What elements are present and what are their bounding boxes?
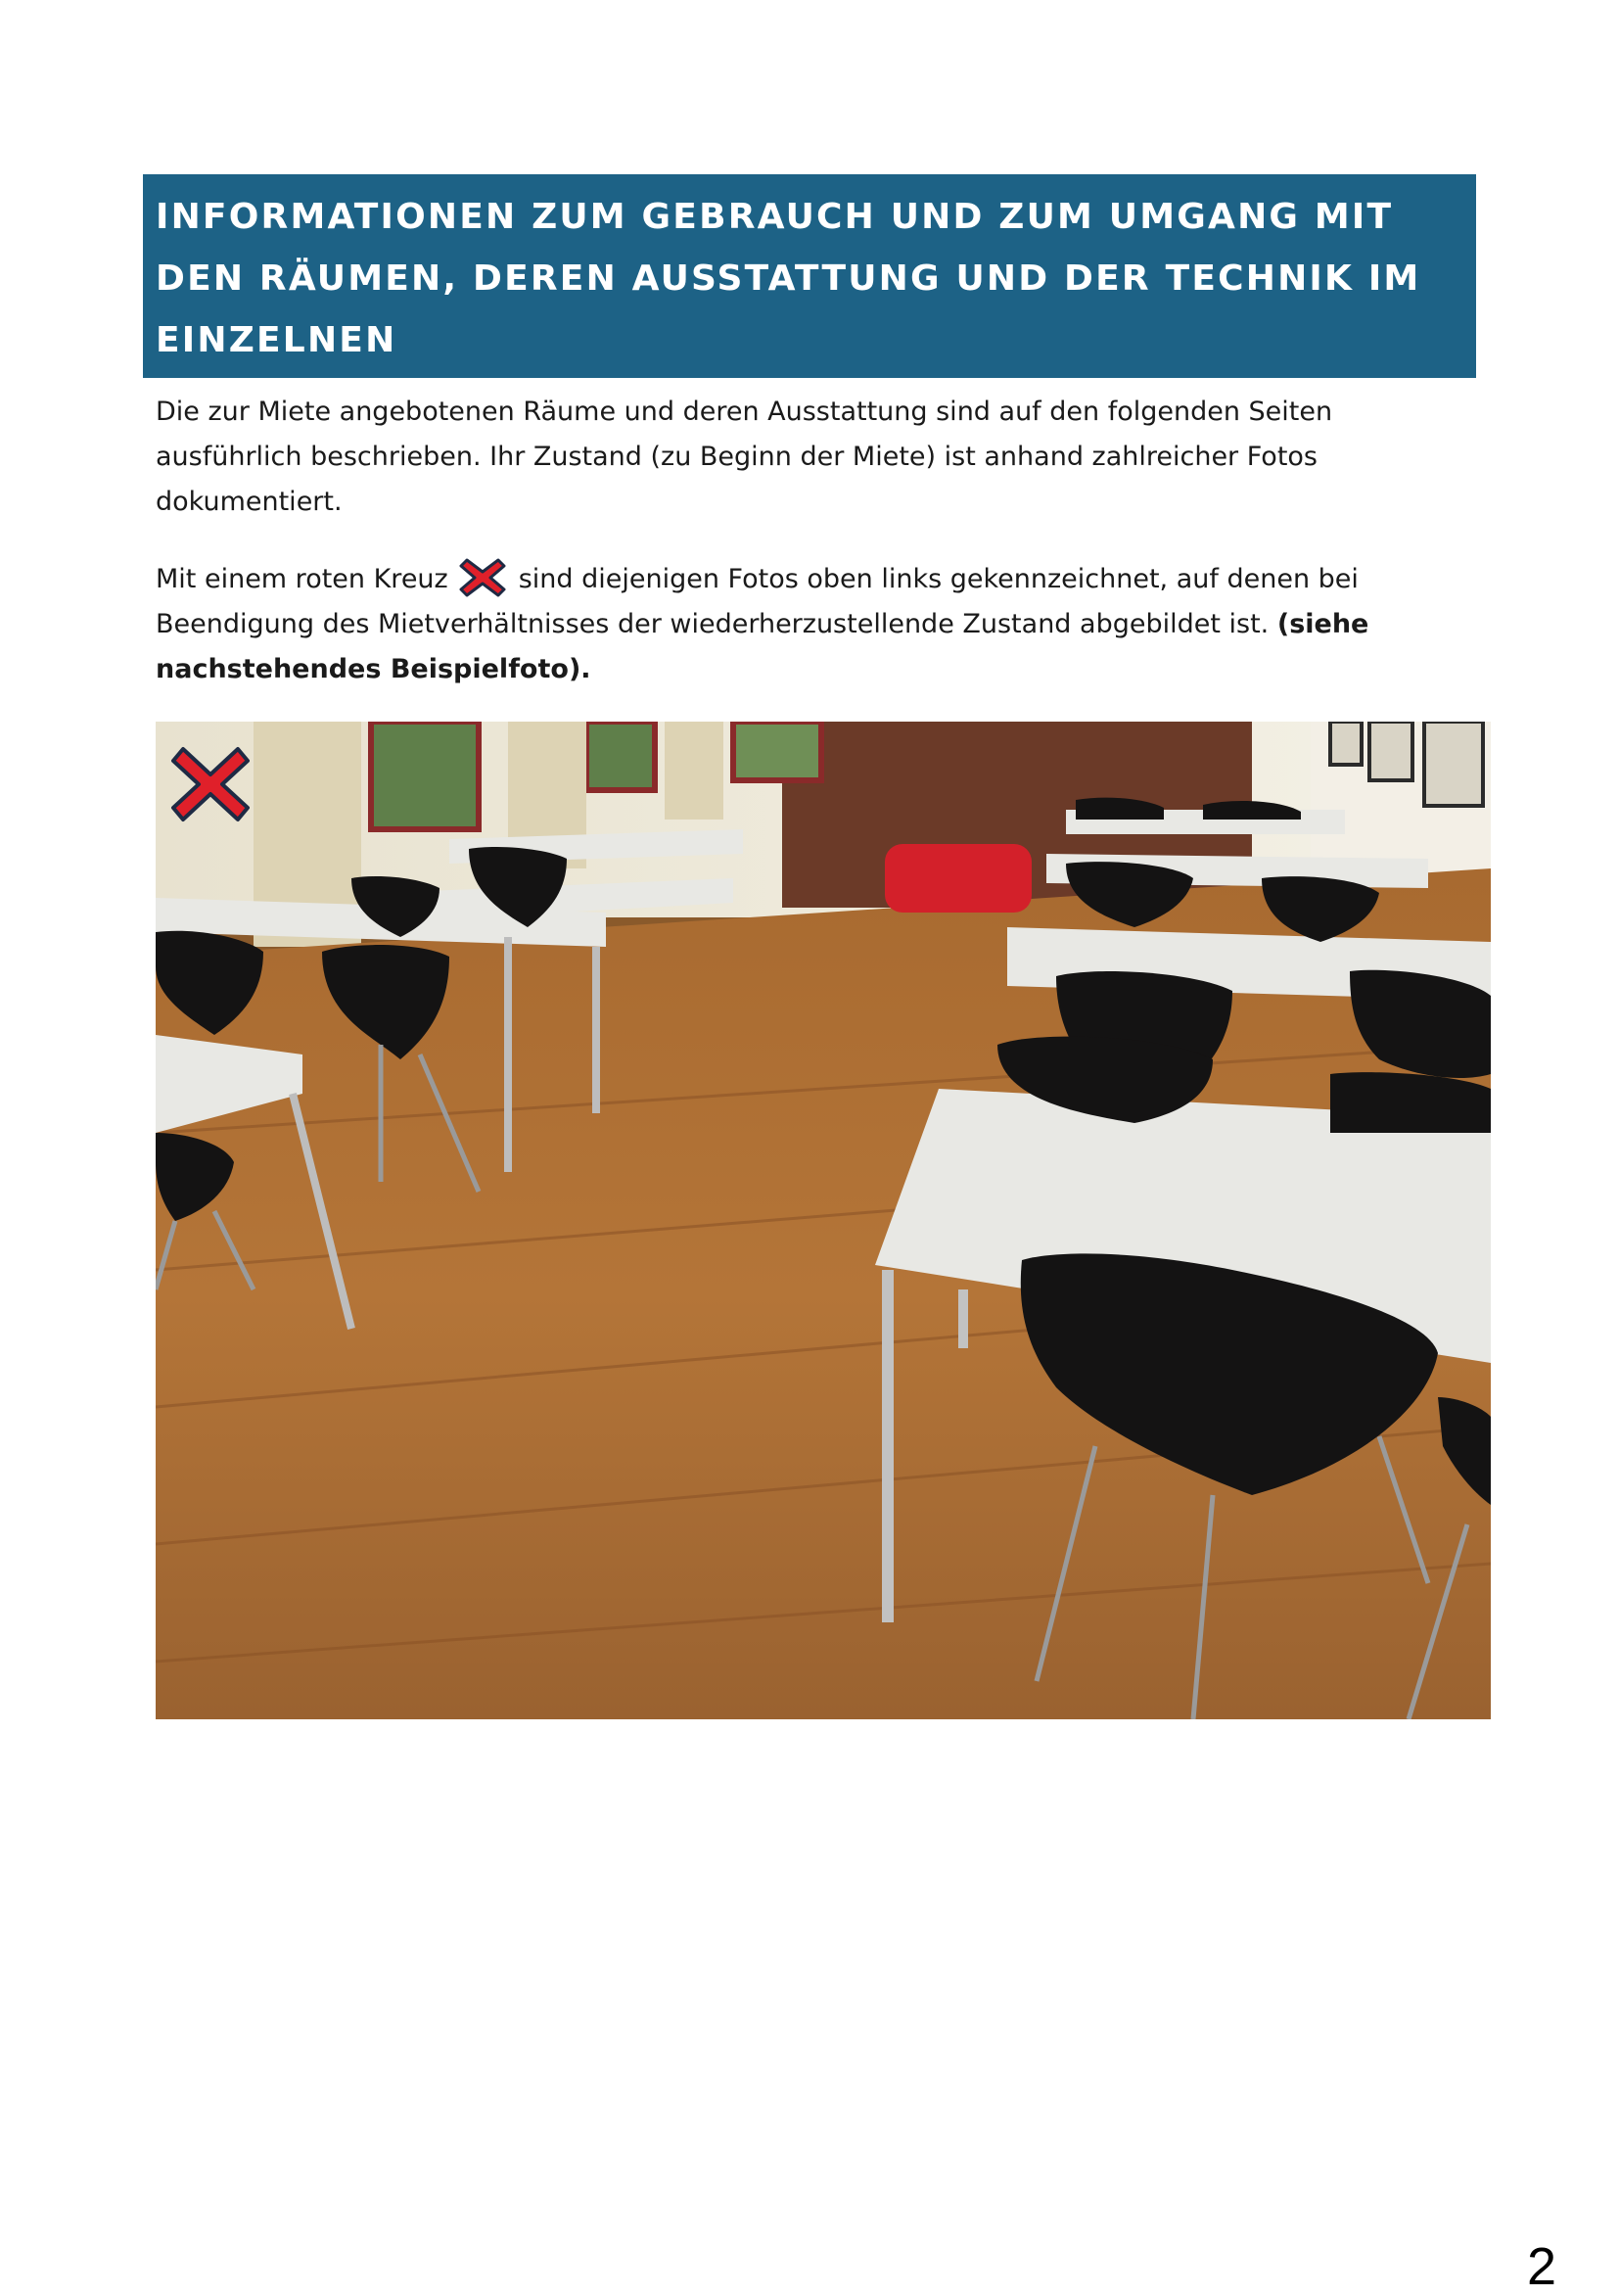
room-photo-illustration: [156, 722, 1491, 1719]
window: [586, 722, 655, 790]
example-photo-note: (siehe nachstehendes Beispielfoto).: [156, 609, 1369, 684]
marker-explanation-paragraph: [156, 556, 1477, 692]
intro-paragraph: Die zur Miete angebotenen Räume und deren Ausstattung sind auf den folgenden Seiten ausführlich beschrieben. Ihr Zustand (zu Beginn der Miete) ist anhand zahlreicher Fotos dokumentiert.: [156, 397, 1333, 517]
red-cross-icon: [458, 556, 507, 599]
window: [371, 722, 479, 829]
wall-picture: [1330, 722, 1362, 765]
section-title: INFORMATIONEN ZUM GEBRAUCH UND ZUM UMGANG MIT DEN RÄUMEN, DEREN AUSSTATTUNG UND DER TECHNIK IM EINZELNEN: [156, 197, 1421, 360]
red-bench: [885, 844, 1032, 913]
window: [733, 722, 821, 780]
curtain: [665, 722, 723, 820]
example-room-photo: [156, 722, 1491, 1719]
section-header-band: [143, 174, 1476, 378]
page-number: 2: [1527, 2237, 1557, 2296]
wall-picture: [1424, 722, 1483, 806]
marker-text-before: Mit einem roten Kreuz: [156, 564, 448, 594]
marker-text-after: sind diejenigen Fotos oben links gekennzeichnet, auf denen bei Beendigung des Mietverhältnisses der wiederherzustellende Zustand abgebildet ist.: [156, 564, 1359, 639]
red-cross-icon: [167, 741, 254, 827]
wall-picture: [1369, 722, 1412, 780]
